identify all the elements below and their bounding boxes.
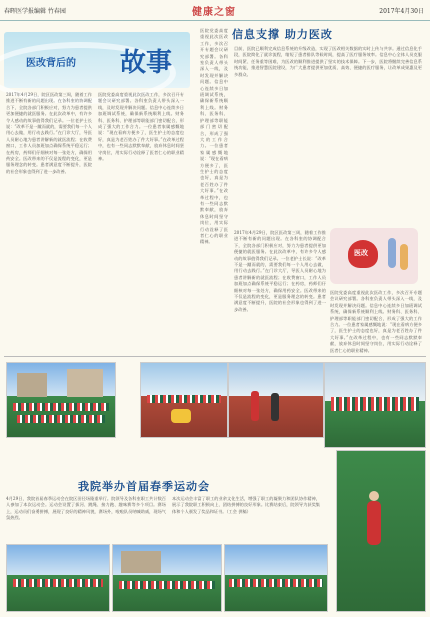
article-col-4: 4月29日，我院首届春季运动会在院区田径场隆重举行。院领导及各科室职工共计数百人参加了本次运动会。运动会设置了拔河、跳绳、接力跑、趣味赛等多个项目。赛场上，运动员们奋勇拼搏，展现了良好的精神风貌，赛场外，啦啦队员呐喊助威，现场气氛热烈。 — [6, 496, 166, 521]
heart-illustration — [330, 228, 418, 284]
page-header — [0, 0, 430, 21]
article-col-3c: 医院党委高度重视此次医改工作，多次召开专题会议研究部署。各科室负责人带头深入一线，及时发现并解决问题。信息中心连续多日加班调试系统，确保新系统顺利上线。财务科、医务科、护理部等职能部门密切配合，形成了强大的工作合力。一位患者家属感慨地说：“现在看病方便多了，医生护士的态度也好，真是为老百姓办了件大好事。”在改革过程中，也有一些同志默默奉献，放弃休息时间坚守岗位，用实际行动诠释了医者仁心的职业精神。 — [330, 290, 422, 353]
sports-photo-7 — [112, 544, 222, 612]
article-col-1: 2017年4月29日，院区医改第三周，随着工作推进不断有新的问题出现。在各科室的协调配合下，全院各部门积极应对，努力为患者提供更加便捷的就医服务。在此次改革中，有许多令人感动的故事值得我们记录。一位老护士长说：“改革不是一蹴而就的，需要我们每一个人用心去做，用行动去践行。”在门诊大厅，导医人员耐心地为患者讲解新的就医流程；在收费窗口，工作人员加班加点确保系统平稳运行；在药房，药师们仔细核对每一张处方，确保用药安全。医改带来的不仅是流程的变化，更是服务理念的转变。患者满意度不断提升，医院的社会形象也得到了进一步改善。 — [6, 92, 92, 174]
sports-article-title: 我院举办首届春季运动会 — [78, 480, 210, 493]
sports-photo-2 — [140, 362, 228, 438]
banner-title: 医改背后的 — [26, 58, 76, 69]
header-date: 2017年4月30日 — [379, 8, 424, 15]
sports-photo-8 — [224, 544, 328, 612]
banner-big-title: 故事 — [120, 48, 173, 78]
article-col-3: 目前，医院已顺利完成信息系统的升级改造，实现了医改相关数据的实时上传与共享。通过信息化手段，医院简化了就诊流程，缩短了患者排队等候时间，提高了医疗服务效率。信息中心全体人员克服时间紧、任务重等困难，为医改的顺利推进提供了坚实的技术保障。下一步，医院将继续完善信息系统功能，推进智慧医院建设，为广大患者提供更加优质、高效、便捷的医疗服务，让改革成果惠及更多群众。 — [234, 46, 422, 77]
sports-photo-4 — [324, 362, 426, 448]
sports-photo-6 — [6, 544, 110, 612]
header-left: 春晖医学报编辑 竹春园 — [4, 8, 66, 15]
article-col-2b: 医院党委高度重视此次医改工作，多次召开专题会议研究部署。各科室负责人带头深入一线，及时发现并解决问题。信息中心连续多日加班调试系统，确保新系统顺利上线。财务科、医务科、护理部等职能部门密切配合，形成了强大的工作合力。一位患者家属感慨地说：“现在看病方便多了，医生护士的态度也好，真是为老百姓办了件大好事。”在改革过程中，也有一些同志默默奉献，放弃休息时间坚守岗位，用实际行动诠释了医者仁心的职业精神。 — [200, 28, 228, 245]
right-article-title: 信息支撑 助力医改 — [232, 28, 333, 41]
article-col-3b: 2017年4月29日，院区医改第三周，随着工作推进不断有新的问题出现。在各科室的协调配合下，全院各部门积极应对，努力为患者提供更加便捷的就医服务。在此次改革中，有许多令人感动的故事值得我们记录。一位老护士长说：“改革不是一蹴而就的，需要我们每一个人用心去做，用行动去践行。”在门诊大厅，导医人员耐心地为患者讲解新的就医流程；在收费窗口，工作人员加班加点确保系统平稳运行；在药房，药师们仔细核对每一张处方，确保用药安全。医改带来的不仅是流程的变化，更是服务理念的转变。患者满意度不断提升，医院的社会形象也得到了进一步改善。 — [234, 230, 326, 312]
figure-icon — [388, 238, 396, 268]
article-banner — [4, 32, 190, 88]
header-masthead: 健康之窗 — [192, 7, 236, 18]
heart-label: 医改 — [354, 248, 368, 257]
article-col-2: 医院党委高度重视此次医改工作，多次召开专题会议研究部署。各科室负责人带头深入一线，及时发现并解决问题。信息中心连续多日加班调试系统，确保新系统顺利上线。财务科、医务科、护理部等职能部门密切配合，形成了强大的工作合力。一位患者家属感慨地说：“现在看病方便多了，医生护士的态度也好，真是为老百姓办了件大好事。”在改革过程中，也有一些同志默默奉献，放弃休息时间坚守岗位，用实际行动诠释了医者仁心的职业精神。 — [98, 92, 184, 162]
sports-photo-5 — [336, 450, 426, 612]
article-col-5: 本次运动会丰富了职工的业余文化生活，增强了职工的凝聚力和团队协作精神，展示了我院职工积极向上、团结拼搏的良好形象。比赛结束后，院领导为获奖集体和个人颁发了奖品和证书。（工会 供稿） — [172, 496, 320, 514]
figure-icon — [400, 244, 408, 270]
sports-photo-3 — [228, 362, 324, 438]
sports-photo-1 — [6, 362, 116, 438]
section-divider — [4, 356, 426, 357]
